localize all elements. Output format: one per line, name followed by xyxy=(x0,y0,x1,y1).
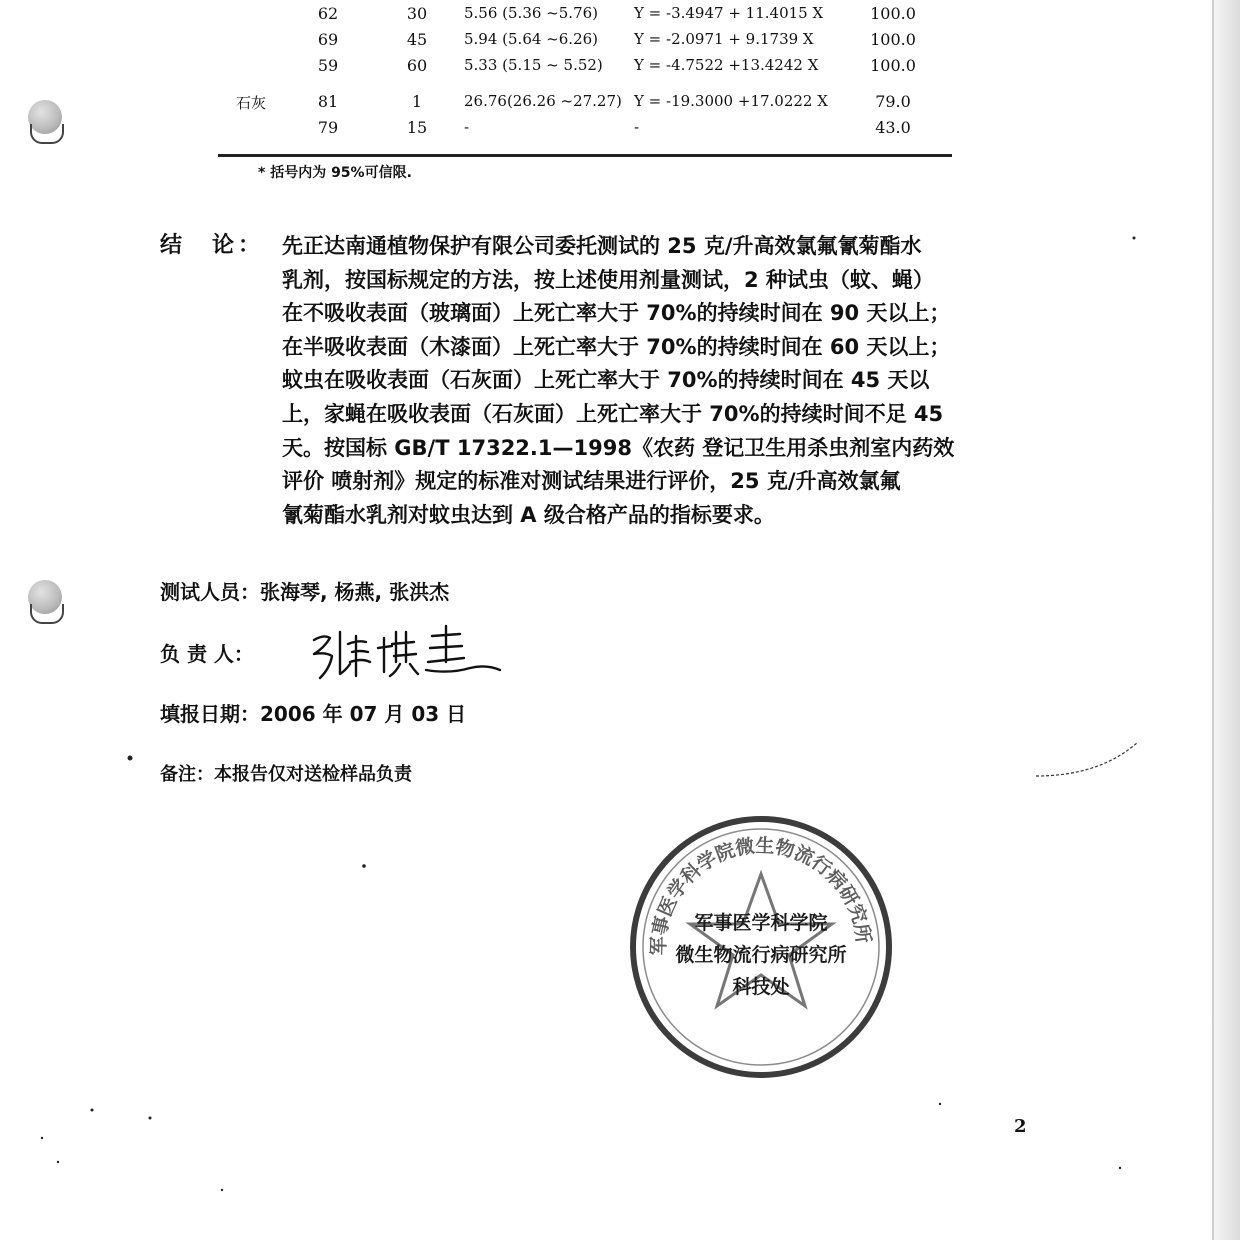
conclusion-line: 天。按国标 GB/T 17322.1—1998《农药 登记卫生用杀虫剂室内药效 xyxy=(282,435,955,460)
testers-label: 测试人员： xyxy=(160,580,260,604)
table-cell-lt: 5.56 (5.36 ~5.76) xyxy=(464,4,599,22)
page-number: 2 xyxy=(1014,1116,1027,1137)
report-date-value: 2006 年 07 月 03 日 xyxy=(260,702,467,726)
responsible-label: 负 责 人： xyxy=(160,642,254,666)
remark-value: 本报告仅对送检样品负责 xyxy=(214,764,412,785)
table-cell-category: 石灰 xyxy=(236,94,267,112)
table-cell-days: 30 xyxy=(406,4,428,23)
seal-center-line: 军事医学科学院 xyxy=(694,912,828,934)
table-cell-equation: - xyxy=(634,118,640,136)
report-date-label: 填报日期： xyxy=(160,702,260,726)
table-cell-lt: - xyxy=(464,118,470,136)
table-cell-n: 69 xyxy=(317,30,339,49)
table-cell-n: 59 xyxy=(317,56,339,75)
table-cell-equation: Y = -4.7522 +13.4242 X xyxy=(634,56,819,74)
seal-center-line: 科技处 xyxy=(732,976,790,998)
seal-ring-text: 军事医学科学院微生物流行病研究所 xyxy=(647,834,875,956)
remark-label: 备注： xyxy=(160,764,214,785)
table-cell-lt: 5.94 (5.64 ~6.26) xyxy=(464,30,599,48)
conclusion-line: 乳剂，按国标规定的方法，按上述使用剂量测试，2 种试虫（蚊、蝇） xyxy=(282,267,934,292)
table-cell-equation: Y = -3.4947 + 11.4015 X xyxy=(634,4,824,22)
table-cell-lt: 26.76(26.26 ~27.27) xyxy=(464,92,622,110)
table-cell-lt: 5.33 (5.15 ~ 5.52) xyxy=(464,56,603,74)
conclusion-line: 在不吸收表面（玻璃面）上死亡率大于 70%的持续时间在 90 天以上； xyxy=(282,301,951,326)
table-cell-n: 79 xyxy=(317,118,339,137)
conclusion-label: 结 论： xyxy=(160,233,265,258)
table-cell-days: 45 xyxy=(406,30,428,49)
conclusion-line: 蚊虫在吸收表面（石灰面）上死亡率大于 70%的持续时间在 45 天以 xyxy=(282,368,930,393)
conclusion-line: 在半吸收表面（木漆面）上死亡率大于 70%的持续时间在 60 天以上； xyxy=(282,334,951,359)
table-footnote: * 括号内为 95%可信限. xyxy=(258,165,412,181)
table-cell-n: 62 xyxy=(317,4,339,23)
seal-center-line: 微生物流行病研究所 xyxy=(675,944,847,966)
table-cell-mortality: 100.0 xyxy=(870,56,916,75)
table-cell-mortality: 100.0 xyxy=(870,4,916,23)
conclusion-line: 先正达南通植物保护有限公司委托测试的 25 克/升高效氯氟氰菊酯水 xyxy=(282,234,922,258)
conclusion-line: 氰菊酯水乳剂对蚊虫达到 A 级合格产品的指标要求。 xyxy=(282,502,775,527)
table-cell-days: 60 xyxy=(406,56,428,75)
table-cell-days: 1 xyxy=(411,92,423,111)
table-cell-n: 81 xyxy=(317,92,339,111)
testers-value: 张海琴, 杨燕, 张洪杰 xyxy=(260,580,450,604)
table-cell-mortality: 43.0 xyxy=(875,118,911,137)
table-cell-equation: Y = -19.3000 +17.0222 X xyxy=(634,92,828,110)
conclusion-line: 上，家蝇在吸收表面（石灰面）上死亡率大于 70%的持续时间不足 45 xyxy=(282,401,944,426)
table-cell-mortality: 100.0 xyxy=(870,30,916,49)
table-cell-equation: Y = -2.0971 + 9.1739 X xyxy=(634,30,814,48)
table-cell-days: 15 xyxy=(406,118,428,137)
table-cell-mortality: 79.0 xyxy=(875,92,911,111)
conclusion-line: 评价 喷射剂》规定的标准对测试结果进行评价，25 克/升高效氯氟 xyxy=(282,469,901,494)
